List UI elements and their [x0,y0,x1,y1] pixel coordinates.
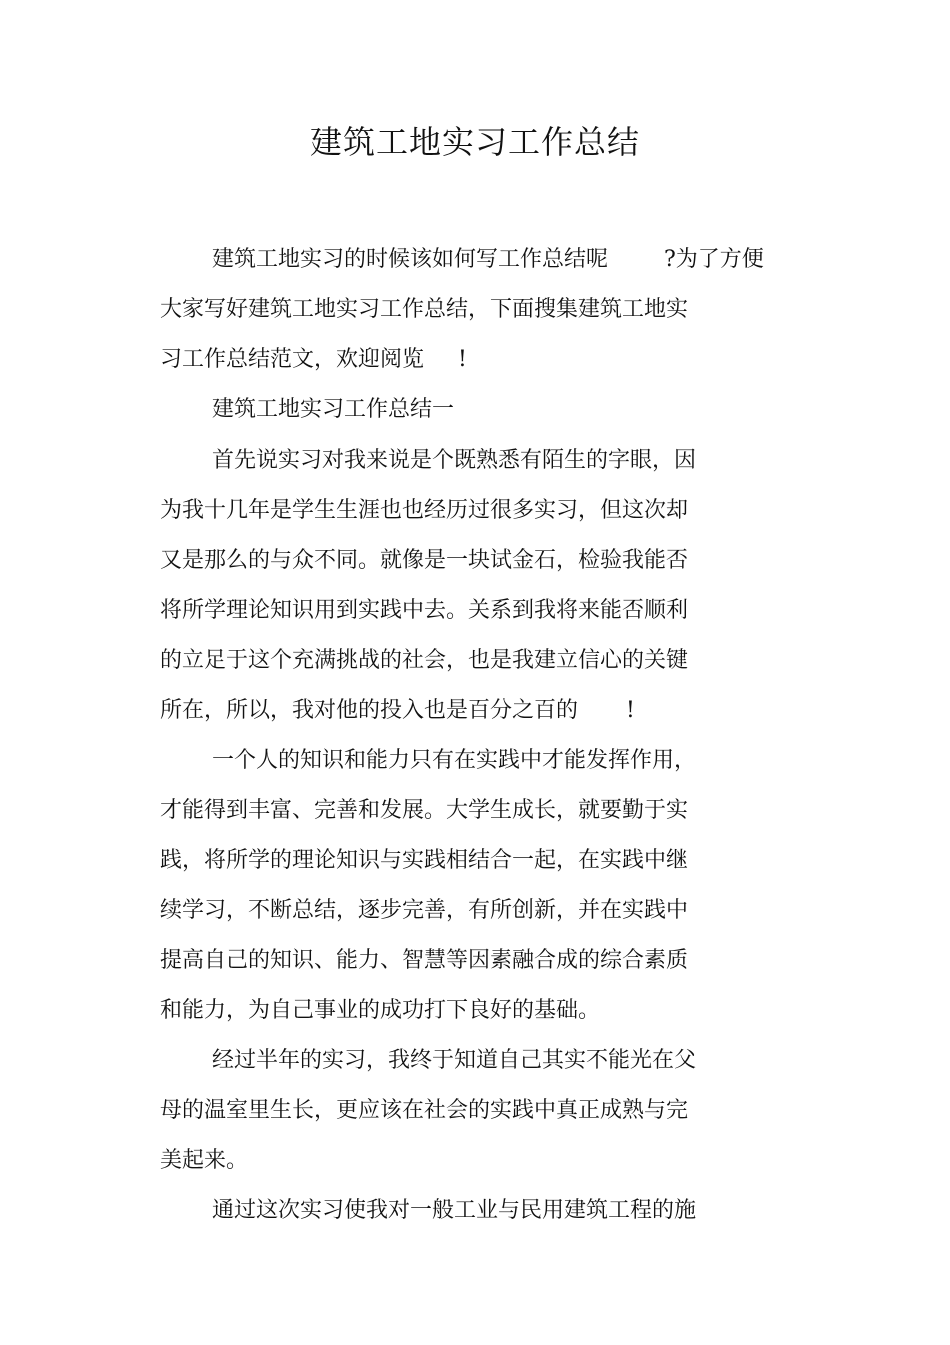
paragraph-line-11: 一个人的知识和能力只有在实践中才能发挥作用， [212,748,697,773]
paragraph-line-18: 母的温室里生长，更应该在社会的实践中真正成熟与完 [160,1098,689,1123]
line-3-text: 习工作总结范文，欢迎阅览 [160,347,425,372]
paragraph-line-12: 才能得到丰富、完善和发展。大学生成长，就要勤于实 [160,798,689,823]
section-heading: 建筑工地实习工作总结一 [212,397,455,422]
paragraph-line-2: 大家写好建筑工地实习工作总结，下面搜集建筑工地实 [160,297,689,322]
paragraph-line-15: 提高自己的知识、能力、智慧等因素融合成的综合素质 [160,948,689,973]
paragraph-line-14: 续学习，不断总结，逐步完善，有所创新，并在实践中 [160,898,689,923]
paragraph-line-8: 将所学理论知识用到实践中去。关系到我将来能否顺利 [160,598,689,623]
paragraph-line-1 [212,245,764,275]
line-1-tail: ?为了方便 [664,247,764,272]
line-3-tail: ! [458,347,467,372]
paragraph-line-20: 通过这次实习使我对一般工业与民用建筑工程的施 [212,1198,697,1223]
paragraph-line-5: 首先说实习对我来说是个既熟悉有陌生的字眼，因 [212,448,697,473]
paragraph-line-3 [160,345,467,375]
paragraph-line-9: 的立足于这个充满挑战的社会，也是我建立信心的关键 [160,648,689,673]
paragraph-line-6: 为我十几年是学生生涯也也经历过很多实习，但这次却 [160,498,689,523]
paragraph-line-10 [160,696,635,726]
line-1-text: 建筑工地实习的时候该如何写工作总结呢 [212,247,609,272]
document-title: 建筑工地实习工作总结 [309,123,640,161]
paragraph-line-16: 和能力，为自己事业的成功打下良好的基础。 [160,998,601,1023]
paragraph-line-7: 又是那么的与众不同。就像是一块试金石，检验我能否 [160,548,689,573]
line-10-text: 所在，所以，我对他的投入也是百分之百的 [160,698,579,723]
paragraph-line-19: 美起来。 [160,1148,249,1173]
paragraph-line-17: 经过半年的实习，我终于知道自己其实不能光在父 [212,1048,697,1073]
line-10-tail: ! [626,698,635,723]
paragraph-line-13: 践，将所学的理论知识与实践相结合一起，在实践中继 [160,848,689,873]
